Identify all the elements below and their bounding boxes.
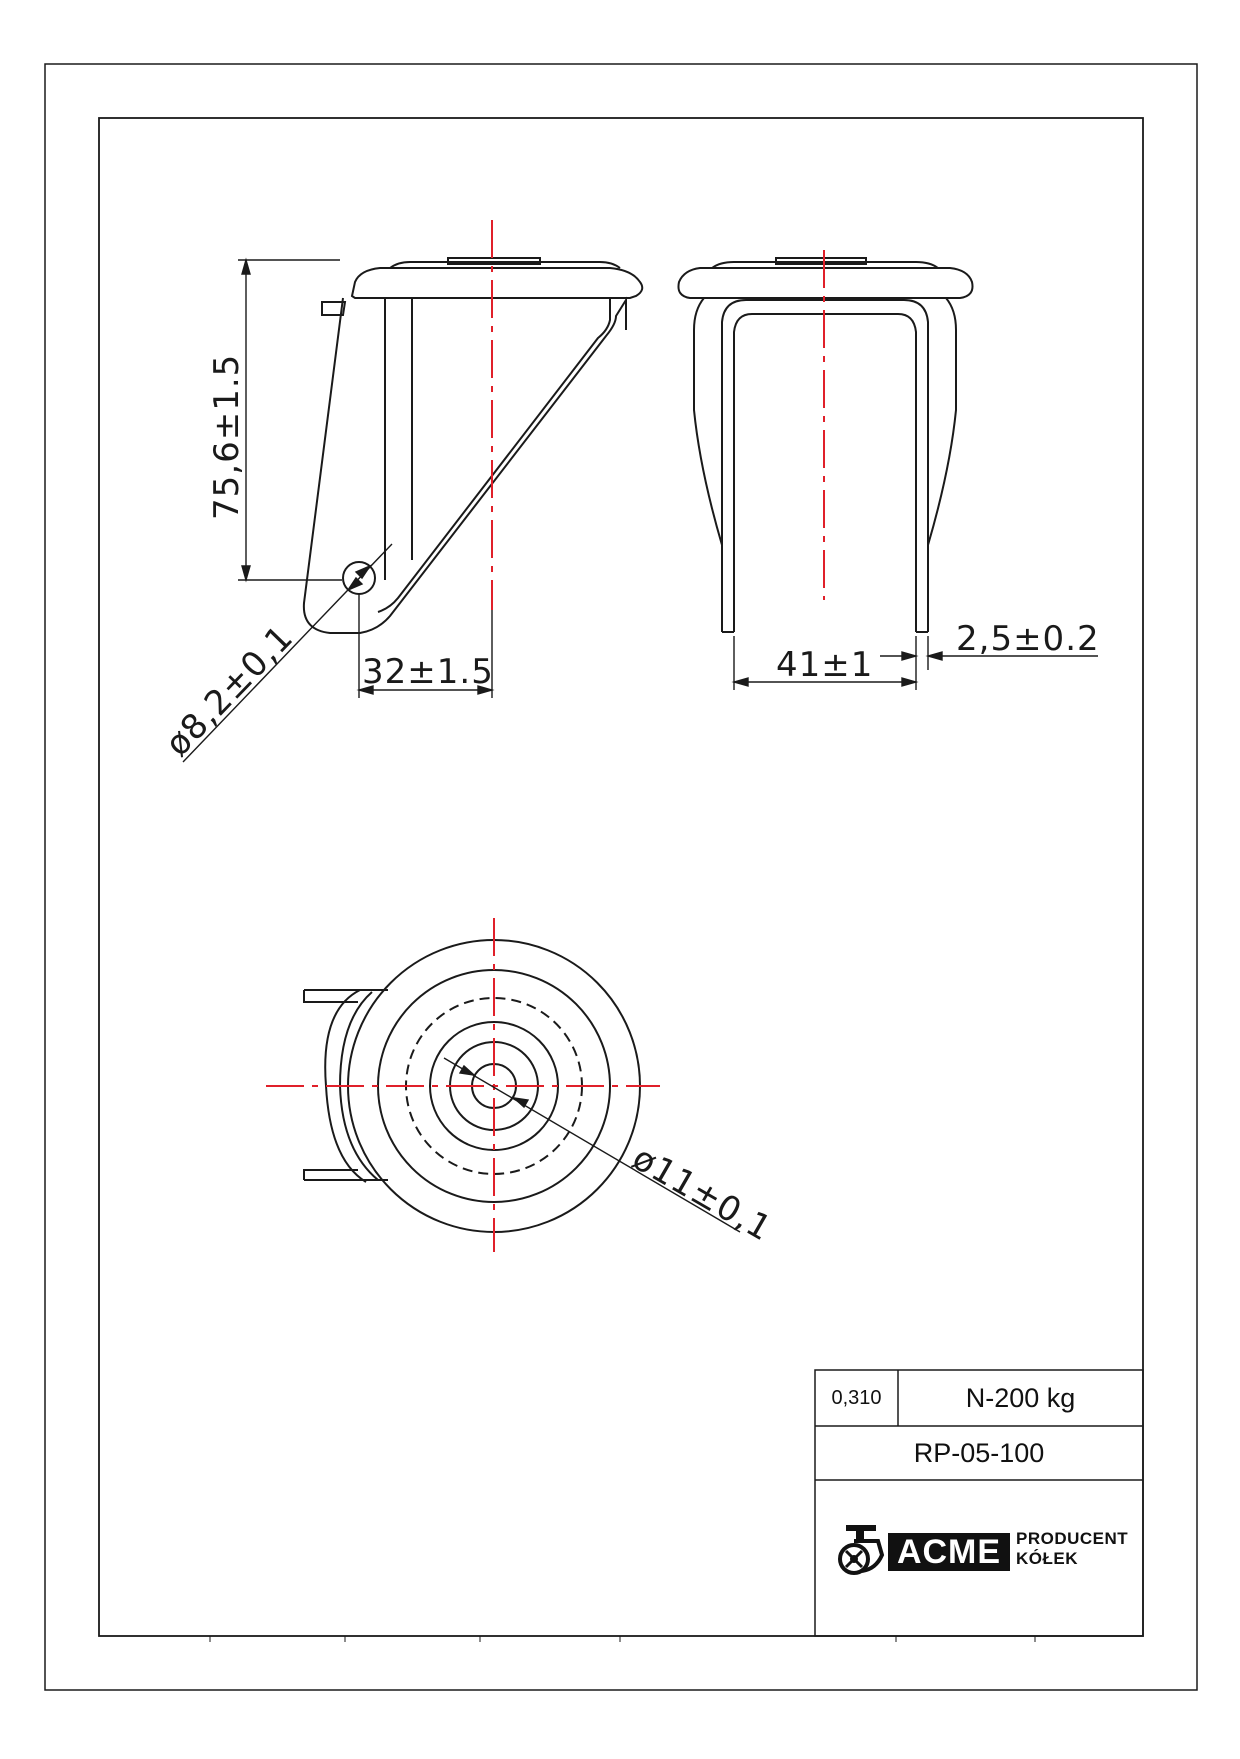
front-fork-outer-left <box>694 298 722 545</box>
dim-height-side: 75,6±1.5 <box>207 353 247 520</box>
dim-hole-diameter: ø8,2±0,1 <box>157 617 302 765</box>
front-fork-outer-right <box>928 298 956 545</box>
side-view <box>304 258 642 633</box>
acme-tagline-line2: KÓŁEK <box>1016 1549 1078 1568</box>
dim-plate-thickness: 2,5±0.2 <box>956 619 1100 659</box>
front-top-plate <box>678 268 972 298</box>
dim-axle-diameter: ø11±0,1 <box>625 1138 779 1250</box>
acme-tagline <box>1016 1529 1146 1569</box>
acme-tagline-line1: PRODUCENT <box>1016 1529 1129 1548</box>
front-view <box>678 258 972 632</box>
caster-wheel-icon <box>832 1519 888 1579</box>
acme-logo <box>832 1519 1132 1579</box>
side-top-plate <box>352 268 642 298</box>
wheel-tab-bottom <box>304 1170 358 1180</box>
acme-brand: ACME <box>888 1533 1010 1571</box>
title-block-code: RP-05-100 <box>913 1437 1045 1468</box>
dim-fork-width: 41±1 <box>776 645 874 685</box>
dim-offset: 32±1.5 <box>362 652 494 692</box>
title-block-weight: 0,310 <box>831 1386 882 1409</box>
title-block-load: N-200 kg <box>965 1382 1076 1413</box>
